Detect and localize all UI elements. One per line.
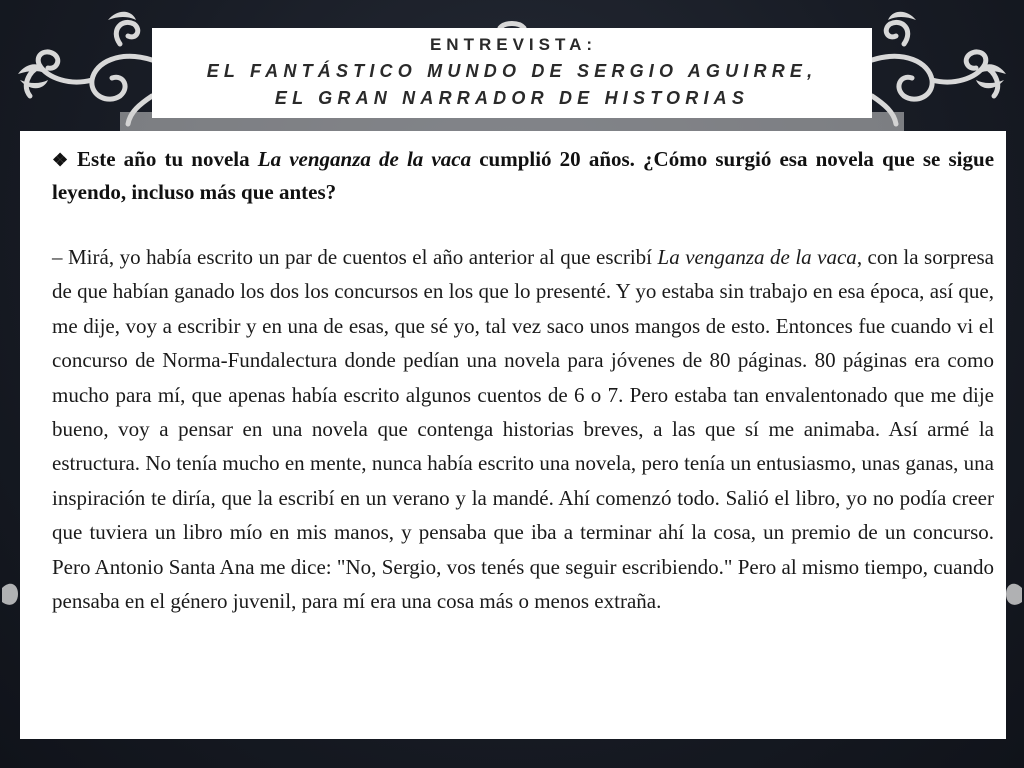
title-subheading-line2: EL GRAN NARRADOR DE HISTORIAS: [274, 88, 750, 108]
interview-question: ❖ Este año tu novela La venganza de la vaca cumplió 20 años. ¿Cómo surgió esa novela que se sigue leyendo, incluso más que antes?: [52, 147, 995, 204]
title-banner: [152, 28, 872, 118]
interview-answer: – Mirá, yo había escrito un par de cuentos el año anterior al que escribí La venganza de la vaca, con la sorpresa de que habían ganado los dos los concursos en los que lo presenté. Y yo estaba sin trabajo en esa época, así que, me dije, voy a escribir y en una de esas, que sé yo, tal vez saco unos mangos de esto. Entonces fue cuando vi el concurso de Norma-Fundalectura donde pedían una novela para jóvenes de 80 páginas. 80 páginas era como mucho para mí, que apenas había escrito algunos cuentos de 6 o 7. Pero estaba tan envalentonado que me dije bueno, voy a pensar en una novela que contenga historias breves, a las que sí me animaba. Así armé la estructura. No tenía mucho en mente, nunca había escrito una novela, pero tenía un entusiasmo, unas ganas, una inspiración te diría, que la escribí en un verano y la mandé. Ahí comenzó todo. Salió el libro, yo no podía creer que tuviera un libro mío en mis manos, y pensaba que iba a terminar ahí la cosa, un premio de un concurso. Pero Antonio Santa Ana me dice: "No, Sergio, vos tenés que seguir escribiendo." Pero al mismo tiempo, cuando pensaba en el género juvenil, para mí era una cosa más o menos extraña.: [52, 245, 995, 614]
title-heading: ENTREVISTA:: [429, 35, 595, 54]
interview-text-panel: [20, 131, 1006, 739]
title-subheading-line1: EL FANTÁSTICO MUNDO DE SERGIO AGUIRRE,: [206, 61, 818, 81]
right-scroll-ornament: [872, 56, 932, 99]
book-title: La venganza de la vaca: [257, 147, 472, 171]
left-scroll-ornament: [92, 56, 152, 99]
diamond-bullet-icon: ❖: [52, 150, 72, 170]
book-title-inline: La venganza de la vaca: [657, 245, 857, 269]
